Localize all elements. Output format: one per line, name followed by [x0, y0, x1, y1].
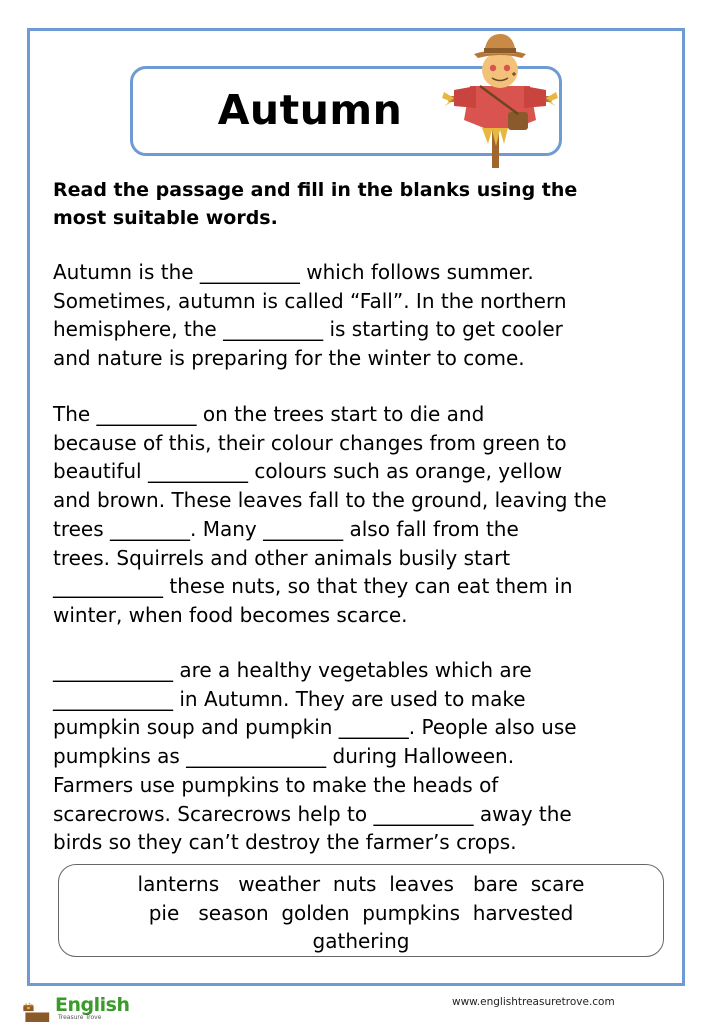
scarecrow-illustration [440, 28, 560, 170]
word-bank-line: lanterns weather nuts leaves bare scare [137, 872, 585, 896]
text-line: ____________ in Autumn. They are used to make [53, 686, 526, 711]
text-line: because of this, their colour changes from green to [53, 430, 567, 455]
paragraph-3 [53, 656, 663, 857]
text-line: ___________ these nuts, so that they can eat them in [53, 574, 573, 599]
text-line: Farmers use pumpkins to make the heads of [53, 772, 499, 797]
text-line: hemisphere, the __________ is starting to get cooler [53, 317, 563, 342]
text-line: scarecrows. Scarecrows help to __________ away the [53, 801, 572, 826]
logo-text: English [55, 994, 130, 1016]
word-bank-line: pie season golden pumpkins harvested [148, 900, 574, 925]
text-line: winter, when food becomes scarce. [53, 602, 408, 627]
text-line: Sometimes, autumn is called “Fall”. In the northern [53, 288, 567, 313]
text-line: The __________ on the trees start to die and [53, 402, 485, 426]
paragraph-1 [53, 258, 663, 373]
text-line: Autumn is the __________ which follows summer. [53, 260, 534, 284]
instructions-line: Read the passage and fill in the blanks using the [53, 179, 578, 201]
text-line: beautiful __________ colours such as orange, yellow [53, 459, 563, 484]
logo-subtext: Treasure Trove [58, 1014, 102, 1021]
text-line: and brown. These leaves fall to the ground, leaving the [53, 488, 607, 513]
word-bank-line: gathering [312, 929, 410, 953]
instructions [53, 176, 653, 232]
text-line: pumpkins as ______________ during Halloween. [53, 744, 515, 769]
text-line: and nature is preparing for the winter to come. [53, 346, 525, 371]
footer-url: www.englishtreasuretrove.com [452, 996, 615, 1008]
page-title: Autumn [217, 86, 403, 134]
text-line: birds so they can’t destroy the farmer’s crops. [53, 830, 517, 855]
text-line: trees ________. Many ________ also fall from the [53, 516, 519, 541]
treasure-chest-logo [22, 988, 56, 1022]
instructions-line: most suitable words. [53, 207, 278, 229]
text-line: pumpkin soup and pumpkin _______. People also use [53, 715, 577, 740]
paragraph-2 [53, 400, 663, 630]
text-line: trees. Squirrels and other animals busily start [53, 545, 511, 570]
word-bank [58, 864, 664, 957]
text-line: ____________ are a healthy vegetables which are [53, 658, 532, 682]
